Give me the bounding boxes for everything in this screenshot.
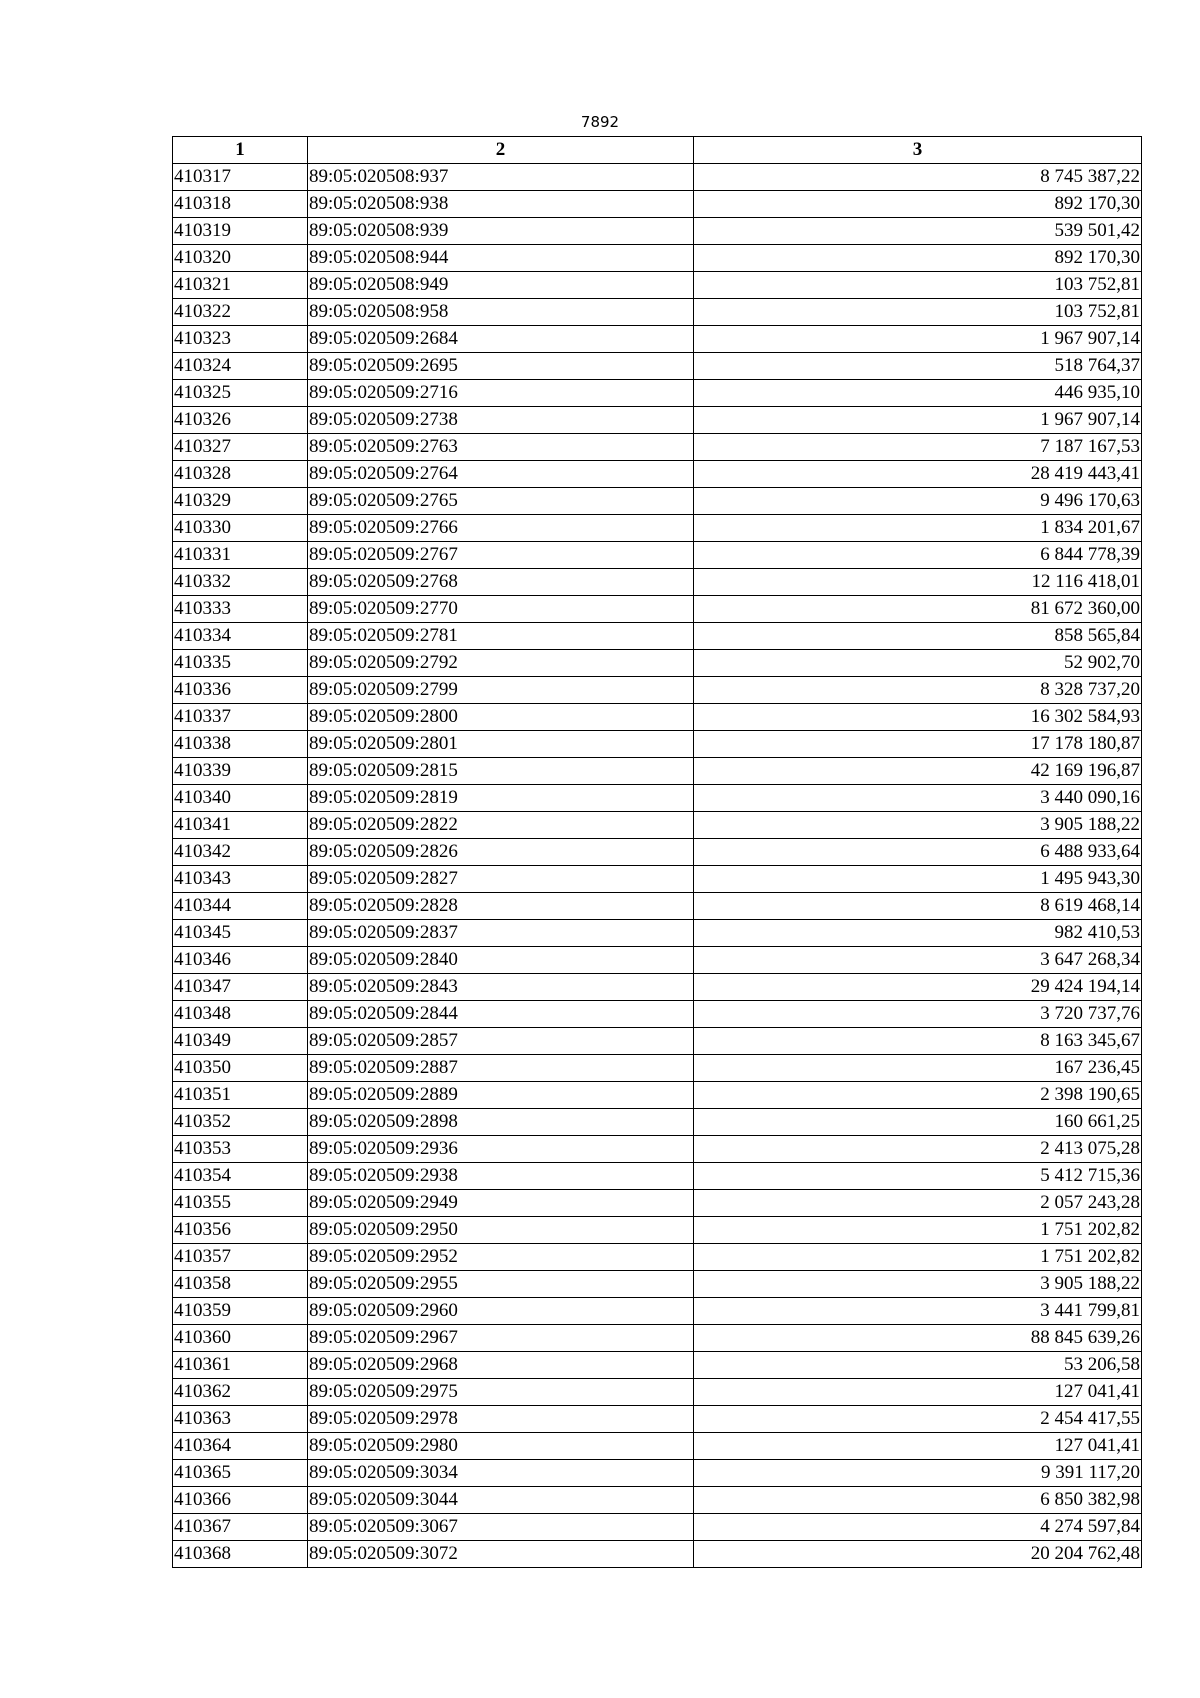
cadastral-number-cell: 89:05:020509:2801 (308, 731, 694, 758)
value-cell: 3 441 799,81 (694, 1298, 1142, 1325)
row-number-cell: 410345 (173, 920, 308, 947)
value-cell: 42 169 196,87 (694, 758, 1142, 785)
value-cell: 7 187 167,53 (694, 434, 1142, 461)
value-cell: 8 163 345,67 (694, 1028, 1142, 1055)
cadastral-number-cell: 89:05:020509:2980 (308, 1433, 694, 1460)
cadastral-number-cell: 89:05:020509:2684 (308, 326, 694, 353)
cadastral-number-cell: 89:05:020509:2800 (308, 704, 694, 731)
cadastral-number-cell: 89:05:020509:2949 (308, 1190, 694, 1217)
cadastral-number-cell: 89:05:020509:2889 (308, 1082, 694, 1109)
cadastral-number-cell: 89:05:020509:3067 (308, 1514, 694, 1541)
table-row (173, 272, 1142, 299)
row-number-cell: 410329 (173, 488, 308, 515)
cadastral-number-cell: 89:05:020508:949 (308, 272, 694, 299)
row-number-cell: 410360 (173, 1325, 308, 1352)
value-cell: 858 565,84 (694, 623, 1142, 650)
row-number-cell: 410325 (173, 380, 308, 407)
table-row (173, 1352, 1142, 1379)
table-row (173, 353, 1142, 380)
table-row (173, 1109, 1142, 1136)
cadastral-number-cell: 89:05:020509:2952 (308, 1244, 694, 1271)
table-row (173, 1271, 1142, 1298)
table-row (173, 731, 1142, 758)
value-cell: 16 302 584,93 (694, 704, 1142, 731)
row-number-cell: 410352 (173, 1109, 308, 1136)
value-cell: 892 170,30 (694, 245, 1142, 272)
cadastral-number-cell: 89:05:020509:2767 (308, 542, 694, 569)
value-cell: 20 204 762,48 (694, 1541, 1142, 1568)
table-row (173, 920, 1142, 947)
cadastral-number-cell: 89:05:020509:2938 (308, 1163, 694, 1190)
table-row (173, 461, 1142, 488)
row-number-cell: 410356 (173, 1217, 308, 1244)
cadastral-number-cell: 89:05:020509:2844 (308, 1001, 694, 1028)
value-cell: 5 412 715,36 (694, 1163, 1142, 1190)
value-cell: 9 496 170,63 (694, 488, 1142, 515)
row-number-cell: 410328 (173, 461, 308, 488)
table-row (173, 191, 1142, 218)
value-cell: 1 495 943,30 (694, 866, 1142, 893)
value-cell: 103 752,81 (694, 299, 1142, 326)
cadastral-number-cell: 89:05:020509:2822 (308, 812, 694, 839)
value-cell: 1 967 907,14 (694, 326, 1142, 353)
table-row (173, 1514, 1142, 1541)
row-number-cell: 410317 (173, 164, 308, 191)
table-row (173, 326, 1142, 353)
row-number-cell: 410358 (173, 1271, 308, 1298)
table-row (173, 758, 1142, 785)
value-cell: 160 661,25 (694, 1109, 1142, 1136)
value-cell: 446 935,10 (694, 380, 1142, 407)
table-row (173, 893, 1142, 920)
cadastral-number-cell: 89:05:020509:2763 (308, 434, 694, 461)
row-number-cell: 410344 (173, 893, 308, 920)
row-number-cell: 410349 (173, 1028, 308, 1055)
cadastral-number-cell: 89:05:020509:2738 (308, 407, 694, 434)
value-cell: 6 850 382,98 (694, 1487, 1142, 1514)
row-number-cell: 410321 (173, 272, 308, 299)
row-number-cell: 410335 (173, 650, 308, 677)
table-row (173, 650, 1142, 677)
cadastral-number-cell: 89:05:020509:3034 (308, 1460, 694, 1487)
table-row (173, 407, 1142, 434)
value-cell: 2 454 417,55 (694, 1406, 1142, 1433)
value-cell: 3 440 090,16 (694, 785, 1142, 812)
row-number-cell: 410331 (173, 542, 308, 569)
table-row (173, 1217, 1142, 1244)
row-number-cell: 410319 (173, 218, 308, 245)
table-row (173, 245, 1142, 272)
table-row (173, 1136, 1142, 1163)
cadastral-number-cell: 89:05:020509:2978 (308, 1406, 694, 1433)
table-row (173, 1460, 1142, 1487)
cadastral-number-cell: 89:05:020509:2770 (308, 596, 694, 623)
row-number-cell: 410342 (173, 839, 308, 866)
row-number-cell: 410338 (173, 731, 308, 758)
row-number-cell: 410359 (173, 1298, 308, 1325)
row-number-cell: 410368 (173, 1541, 308, 1568)
table-row (173, 434, 1142, 461)
value-cell: 539 501,42 (694, 218, 1142, 245)
cadastral-number-cell: 89:05:020509:2819 (308, 785, 694, 812)
cadastral-number-cell: 89:05:020508:937 (308, 164, 694, 191)
table-row (173, 1163, 1142, 1190)
value-cell: 29 424 194,14 (694, 974, 1142, 1001)
row-number-cell: 410341 (173, 812, 308, 839)
row-number-cell: 410318 (173, 191, 308, 218)
table-row (173, 812, 1142, 839)
value-cell: 8 619 468,14 (694, 893, 1142, 920)
cadastral-number-cell: 89:05:020509:2843 (308, 974, 694, 1001)
value-cell: 3 905 188,22 (694, 1271, 1142, 1298)
cadastral-number-cell: 89:05:020509:2955 (308, 1271, 694, 1298)
value-cell: 2 413 075,28 (694, 1136, 1142, 1163)
table-row (173, 1487, 1142, 1514)
row-number-cell: 410334 (173, 623, 308, 650)
table-row (173, 1298, 1142, 1325)
row-number-cell: 410336 (173, 677, 308, 704)
cadastral-number-cell: 89:05:020509:2768 (308, 569, 694, 596)
table-body (173, 164, 1142, 1568)
cadastral-number-cell: 89:05:020509:2887 (308, 1055, 694, 1082)
cadastral-number-cell: 89:05:020509:2695 (308, 353, 694, 380)
value-cell: 12 116 418,01 (694, 569, 1142, 596)
table-row (173, 974, 1142, 1001)
table-row (173, 1325, 1142, 1352)
table-row (173, 785, 1142, 812)
cadastral-number-cell: 89:05:020509:2840 (308, 947, 694, 974)
row-number-cell: 410337 (173, 704, 308, 731)
value-cell: 8 745 387,22 (694, 164, 1142, 191)
value-cell: 1 967 907,14 (694, 407, 1142, 434)
cadastral-number-cell: 89:05:020509:2960 (308, 1298, 694, 1325)
table-row (173, 1028, 1142, 1055)
table-row (173, 1244, 1142, 1271)
table-row (173, 596, 1142, 623)
value-cell: 1 751 202,82 (694, 1217, 1142, 1244)
table-row (173, 515, 1142, 542)
row-number-cell: 410324 (173, 353, 308, 380)
row-number-cell: 410353 (173, 1136, 308, 1163)
table-row (173, 839, 1142, 866)
value-cell: 3 720 737,76 (694, 1001, 1142, 1028)
cadastral-number-cell: 89:05:020509:2975 (308, 1379, 694, 1406)
row-number-cell: 410330 (173, 515, 308, 542)
table-row (173, 542, 1142, 569)
value-cell: 88 845 639,26 (694, 1325, 1142, 1352)
row-number-cell: 410357 (173, 1244, 308, 1271)
cadastral-number-cell: 89:05:020509:2764 (308, 461, 694, 488)
cadastral-number-cell: 89:05:020509:2765 (308, 488, 694, 515)
cadastral-number-cell: 89:05:020508:958 (308, 299, 694, 326)
cadastral-number-cell: 89:05:020509:2837 (308, 920, 694, 947)
row-number-cell: 410363 (173, 1406, 308, 1433)
cadastral-number-cell: 89:05:020509:2950 (308, 1217, 694, 1244)
cadastral-number-cell: 89:05:020509:2826 (308, 839, 694, 866)
value-cell: 1 834 201,67 (694, 515, 1142, 542)
row-number-cell: 410365 (173, 1460, 308, 1487)
row-number-cell: 410320 (173, 245, 308, 272)
table-row (173, 1433, 1142, 1460)
cadastral-number-cell: 89:05:020509:3044 (308, 1487, 694, 1514)
value-cell: 3 647 268,34 (694, 947, 1142, 974)
table-row (173, 947, 1142, 974)
cadastral-number-cell: 89:05:020508:939 (308, 218, 694, 245)
row-number-cell: 410340 (173, 785, 308, 812)
value-cell: 1 751 202,82 (694, 1244, 1142, 1271)
cadastral-number-cell: 89:05:020509:2898 (308, 1109, 694, 1136)
row-number-cell: 410326 (173, 407, 308, 434)
table-row (173, 1541, 1142, 1568)
value-cell: 3 905 188,22 (694, 812, 1142, 839)
column-header-1: 1 (173, 137, 308, 164)
table-row (173, 1082, 1142, 1109)
row-number-cell: 410323 (173, 326, 308, 353)
row-number-cell: 410322 (173, 299, 308, 326)
table-row (173, 218, 1142, 245)
value-cell: 28 419 443,41 (694, 461, 1142, 488)
cadastral-number-cell: 89:05:020509:2828 (308, 893, 694, 920)
cadastral-number-cell: 89:05:020508:944 (308, 245, 694, 272)
row-number-cell: 410362 (173, 1379, 308, 1406)
row-number-cell: 410348 (173, 1001, 308, 1028)
row-number-cell: 410346 (173, 947, 308, 974)
value-cell: 6 488 933,64 (694, 839, 1142, 866)
row-number-cell: 410355 (173, 1190, 308, 1217)
cadastral-number-cell: 89:05:020509:2968 (308, 1352, 694, 1379)
table-row (173, 677, 1142, 704)
table-row (173, 1379, 1142, 1406)
page-number: 7892 (580, 113, 620, 131)
row-number-cell: 410347 (173, 974, 308, 1001)
table-row (173, 1406, 1142, 1433)
table-row (173, 704, 1142, 731)
row-number-cell: 410343 (173, 866, 308, 893)
value-cell: 2 057 243,28 (694, 1190, 1142, 1217)
value-cell: 127 041,41 (694, 1379, 1142, 1406)
value-cell: 6 844 778,39 (694, 542, 1142, 569)
value-cell: 81 672 360,00 (694, 596, 1142, 623)
cadastral-number-cell: 89:05:020509:2716 (308, 380, 694, 407)
row-number-cell: 410339 (173, 758, 308, 785)
row-number-cell: 410333 (173, 596, 308, 623)
cadastral-number-cell: 89:05:020509:2857 (308, 1028, 694, 1055)
row-number-cell: 410350 (173, 1055, 308, 1082)
table-row (173, 1190, 1142, 1217)
cadastral-number-cell: 89:05:020509:2967 (308, 1325, 694, 1352)
value-cell: 2 398 190,65 (694, 1082, 1142, 1109)
column-header-2: 2 (308, 137, 694, 164)
table-row (173, 488, 1142, 515)
cadastral-number-cell: 89:05:020509:2815 (308, 758, 694, 785)
cadastral-number-cell: 89:05:020509:2936 (308, 1136, 694, 1163)
value-cell: 8 328 737,20 (694, 677, 1142, 704)
value-cell: 52 902,70 (694, 650, 1142, 677)
value-cell: 9 391 117,20 (694, 1460, 1142, 1487)
cadastral-number-cell: 89:05:020509:2792 (308, 650, 694, 677)
value-cell: 982 410,53 (694, 920, 1142, 947)
cadastral-number-cell: 89:05:020509:2766 (308, 515, 694, 542)
value-cell: 127 041,41 (694, 1433, 1142, 1460)
column-header-3: 3 (694, 137, 1142, 164)
cadastral-number-cell: 89:05:020508:938 (308, 191, 694, 218)
table-row (173, 623, 1142, 650)
row-number-cell: 410354 (173, 1163, 308, 1190)
row-number-cell: 410364 (173, 1433, 308, 1460)
row-number-cell: 410366 (173, 1487, 308, 1514)
value-cell: 518 764,37 (694, 353, 1142, 380)
table-row (173, 569, 1142, 596)
row-number-cell: 410367 (173, 1514, 308, 1541)
table-header-row (173, 137, 1142, 164)
row-number-cell: 410327 (173, 434, 308, 461)
value-cell: 103 752,81 (694, 272, 1142, 299)
registry-table (172, 136, 1142, 1568)
value-cell: 53 206,58 (694, 1352, 1142, 1379)
value-cell: 4 274 597,84 (694, 1514, 1142, 1541)
row-number-cell: 410361 (173, 1352, 308, 1379)
table-row (173, 866, 1142, 893)
table-row (173, 1001, 1142, 1028)
row-number-cell: 410351 (173, 1082, 308, 1109)
cadastral-number-cell: 89:05:020509:2827 (308, 866, 694, 893)
cadastral-number-cell: 89:05:020509:2799 (308, 677, 694, 704)
value-cell: 167 236,45 (694, 1055, 1142, 1082)
row-number-cell: 410332 (173, 569, 308, 596)
table-row (173, 299, 1142, 326)
table-row (173, 1055, 1142, 1082)
value-cell: 17 178 180,87 (694, 731, 1142, 758)
table-row (173, 380, 1142, 407)
value-cell: 892 170,30 (694, 191, 1142, 218)
cadastral-number-cell: 89:05:020509:3072 (308, 1541, 694, 1568)
cadastral-number-cell: 89:05:020509:2781 (308, 623, 694, 650)
table-row (173, 164, 1142, 191)
